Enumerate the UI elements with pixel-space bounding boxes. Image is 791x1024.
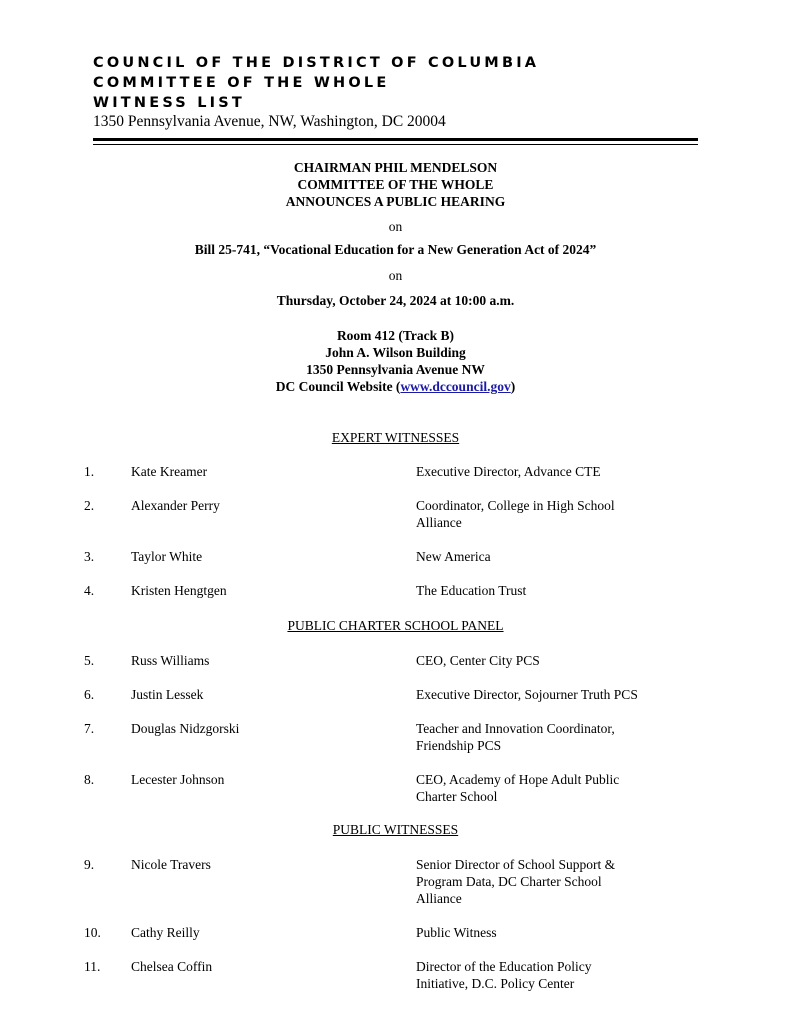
witness-name: Lecester Johnson [131,772,225,787]
witness-name: Kate Kreamer [131,464,208,479]
announcement-chair: CHAIRMAN PHIL MENDELSON [293,160,498,175]
witness-number: 4. [84,583,95,598]
witness-number: 3. [84,549,95,564]
witness-affiliation [416,463,666,480]
location-block [0,327,791,395]
witness-affiliation [416,924,666,941]
letterhead [93,53,539,131]
witness-name: Chelsea Coffin [131,959,213,974]
affiliation-line: The Education Trust [416,583,527,598]
witness-name: Nicole Travers [131,857,211,872]
witness-name: Taylor White [131,549,203,564]
website-link[interactable]: www.dccouncil.gov [400,379,511,394]
letterhead-title: WITNESS LIST [93,95,245,111]
witness-name: Cathy Reilly [131,925,200,940]
section-expert-witnesses: EXPERT WITNESSES [331,430,460,445]
announcement-hearing: ANNOUNCES A PUBLIC HEARING [285,194,506,209]
location-website [0,378,791,395]
affiliation-line: Teacher and Innovation Coordinator, [416,721,615,736]
witness-number: 9. [84,857,95,872]
location-building: John A. Wilson Building [325,345,466,360]
witness-affiliation [416,686,666,703]
affiliation-line: Alliance [416,891,462,906]
announcement-block [0,159,791,210]
letterhead-council: COUNCIL OF THE DISTRICT OF COLUMBIA [93,55,540,71]
affiliation-line: Public Witness [416,925,497,940]
affiliation-line: CEO, Center City PCS [416,653,540,668]
affiliation-line: Alliance [416,515,462,530]
witness-number: 6. [84,687,95,702]
affiliation-line: Coordinator, College in High School [416,498,615,513]
affiliation-line: Executive Director, Advance CTE [416,464,601,479]
letterhead-address: 1350 Pennsylvania Avenue, NW, Washington, DC 20004 [93,113,446,130]
witness-number: 11. [84,959,101,974]
website-prefix: DC Council Website ( [275,379,401,394]
affiliation-line: Senior Director of School Support & [416,857,616,872]
section-public-witnesses: PUBLIC WITNESSES [332,822,459,837]
witness-name: Justin Lessek [131,687,204,702]
header-rule-thin [93,144,698,145]
witness-name: Douglas Nidzgorski [131,721,240,736]
witness-name: Alexander Perry [131,498,220,513]
witness-number: 8. [84,772,95,787]
witness-affiliation [416,771,666,805]
witness-affiliation [416,958,666,992]
location-street: 1350 Pennsylvania Avenue NW [306,362,485,377]
affiliation-line: Executive Director, Sojourner Truth PCS [416,687,638,702]
affiliation-line: New America [416,549,491,564]
affiliation-line: Director of the Education Policy [416,959,592,974]
website-suffix: ) [510,379,516,394]
location-room: Room 412 (Track B) [336,328,455,343]
announcement-committee: COMMITTEE OF THE WHOLE [297,177,494,192]
witness-affiliation [416,856,666,907]
bill-title: Bill 25-741, “Vocational Education for a New Generation Act of 2024” [194,242,597,257]
section-charter-school-panel: PUBLIC CHARTER SCHOOL PANEL [287,618,504,633]
witness-affiliation [416,652,666,669]
witness-affiliation [416,720,666,754]
affiliation-line: Initiative, D.C. Policy Center [416,976,575,991]
witness-affiliation [416,548,666,565]
witness-name: Kristen Hengtgen [131,583,227,598]
affiliation-line: Program Data, DC Charter School [416,874,602,889]
witness-affiliation [416,582,666,599]
hearing-date: Thursday, October 24, 2024 at 10:00 a.m. [276,293,515,308]
on-text-1: on [388,219,403,234]
witness-affiliation [416,497,666,531]
witness-number: 5. [84,653,95,668]
header-rule-thick [93,138,698,141]
affiliation-line: CEO, Academy of Hope Adult Public [416,772,620,787]
witness-name: Russ Williams [131,653,210,668]
on-text-2: on [388,268,403,283]
witness-number: 10. [84,925,101,940]
letterhead-committee: COMMITTEE OF THE WHOLE [93,75,390,91]
witness-number: 1. [84,464,95,479]
affiliation-line: Friendship PCS [416,738,502,753]
affiliation-line: Charter School [416,789,498,804]
witness-number: 2. [84,498,95,513]
witness-number: 7. [84,721,95,736]
